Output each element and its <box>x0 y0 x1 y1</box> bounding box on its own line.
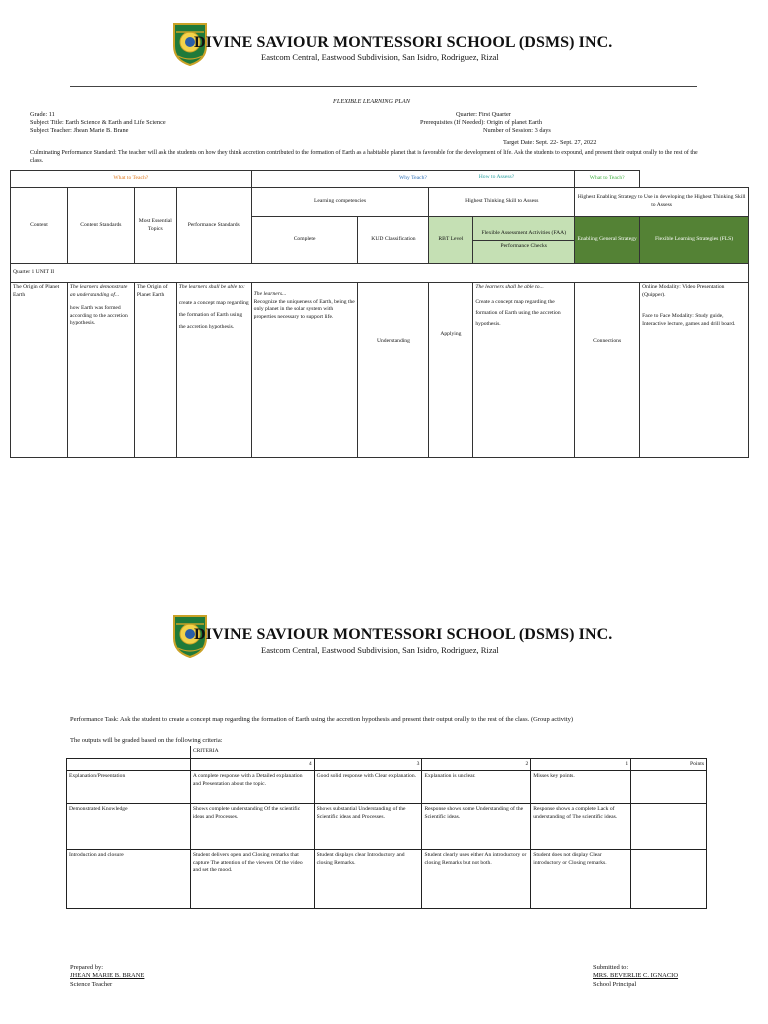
how-to-assess-header: How to Assess? <box>478 174 515 180</box>
school-address-2: Eastcom Central, Eastwood Subdivision, San Isidro, Rodriguez, Rizal <box>261 645 499 655</box>
content-standard-text: how Earth was formed according to the accretion hypothesis. <box>69 305 128 327</box>
complete-header: Complete <box>251 217 358 264</box>
learning-plan-table <box>10 170 749 458</box>
faa-label: Flexible Assessment Activities (FAA) <box>473 228 574 241</box>
row-egs: Connections <box>575 283 640 458</box>
most-essential-topics-header: Most Essential Topics <box>134 188 176 264</box>
performance-standards-header: Performance Standards <box>176 188 251 264</box>
subject-teacher: Subject Teacher: Jhean Marie B. Brane <box>30 127 129 134</box>
faa-lead: The learners shall be able to... <box>475 284 544 290</box>
enabling-general-strategy-header: Enabling General Strategy <box>575 217 640 264</box>
content-standards-header: Content Standards <box>67 188 134 264</box>
submitted-to-label: Submitted to: <box>593 964 629 971</box>
row-performance-standards <box>176 283 251 458</box>
quarter-unit-row: Quarter 1 UNIT II <box>11 264 749 283</box>
highest-thinking-header: Highest Thinking Skill to Assess <box>429 188 575 217</box>
school-name-2: DIVINE SAVIOUR MONTESSORI SCHOOL (DSMS) INC. <box>194 626 613 643</box>
table-row <box>67 804 707 850</box>
grade: Grade: 11 <box>30 111 55 118</box>
what-to-teach-header-2: What to Teach? <box>575 171 640 188</box>
criterion-2: Response shows some Understanding of the Scientific ideas. <box>422 804 531 850</box>
plan-title: FLEXIBLE LEARNING PLAN <box>333 98 410 105</box>
score-1-header: 1 <box>531 758 631 771</box>
rbt-header: RBT Level <box>429 217 473 264</box>
number-of-session: Number of Session: 3 days <box>483 127 551 134</box>
content-standard-lead: The learners demonstrate an understanding of... <box>69 284 128 298</box>
graded-note: The outputs will be graded based on the following criteria: <box>70 737 223 744</box>
row-rbt: Applying <box>429 283 473 458</box>
kud-header: KUD Classification <box>358 217 429 264</box>
competency-text: Recognize the uniqueness of Earth, being the only planet in the solar system with properties necessary to support life. <box>253 298 355 320</box>
criterion-name: Demonstrated Knowledge <box>67 804 191 850</box>
criteria-label: CRITERIA <box>190 746 706 758</box>
content-header: Content <box>11 188 68 264</box>
competency-lead: The learners... <box>253 291 287 297</box>
prepared-by-block <box>70 964 144 989</box>
quarter: Quarter: First Quarter <box>456 111 511 118</box>
fls-face-to-face: Face to Face Modality: Study guide, Interactive lecture, games and drill board. <box>642 313 736 327</box>
performance-standard-lead: The learners shall be able to: <box>178 284 245 290</box>
row-complete <box>251 283 358 458</box>
school-address: Eastcom Central, Eastwood Subdivision, San Isidro, Rodriguez, Rizal <box>261 52 499 62</box>
criterion-3: Student displays clear Introductory and closing Remarks. <box>314 850 422 909</box>
criterion-4: Shows complete understanding Of the scientific ideas and Processes. <box>190 804 314 850</box>
criterion-points <box>631 771 707 804</box>
prerequisites: Prerequisites (If Needed): Origin of planet Earth <box>420 119 543 126</box>
rubric-header-row <box>67 758 707 771</box>
fls-online: Online Modality: Video Presentation (Quipper). <box>642 284 725 298</box>
score-2-header: 2 <box>422 758 531 771</box>
performance-task: Performance Task: Ask the student to create a concept map regarding the formation of Earth using the accretion hypothesis and present their output orally to the rest of the class. (Group activity) <box>70 716 574 723</box>
criterion-points <box>631 850 707 909</box>
fls-header: Flexible Learning Strategies (FLS) <box>640 217 749 264</box>
criterion-name: Explanation/Presentation <box>67 771 191 804</box>
table-row <box>67 850 707 909</box>
culminating-standard: Culminating Performance Standard: The teacher will ask the students on how they think accretion contributed to the formation of Earth as a habitable planet that is favorable for the development of life. Ask the students to expound, and present their output orally to the rest of the class. <box>30 150 698 164</box>
row-kud: Understanding <box>358 283 429 458</box>
target-date: Target Date: Sept. 22- Sept. 27, 2022 <box>503 139 597 146</box>
criterion-4: Student delivers open and Closing remarks that capture The attention of the viewers Of the video and set the mood. <box>190 850 314 909</box>
faa-header <box>473 217 575 264</box>
criterion-1: Response shows a complete Lack of understanding of The scientific ideas. <box>531 804 631 850</box>
row-most-essential: The Origin of Planet Earth <box>134 283 176 458</box>
criterion-points <box>631 804 707 850</box>
row-fls <box>640 283 749 458</box>
principal-name: MRS. BEVERLIE C. IGNACIO <box>593 972 679 980</box>
row-content: The Origin of Planet Earth <box>11 283 68 458</box>
learning-competencies-header: Learning competencies <box>251 188 429 217</box>
performance-standard-text: create a concept map regarding the formation of Earth using the accretion hypothesis. <box>178 299 249 331</box>
score-4-header: 4 <box>190 758 314 771</box>
criterion-3: Shows substantial Understanding of the Scientific ideas and Processes. <box>314 804 422 850</box>
what-to-teach-header: What to Teach? <box>11 171 252 188</box>
criterion-4: A complete response with a Detailed explanation and Presentation about the topic. <box>190 771 314 804</box>
faa-text: Create a concept map regarding the formation of Earth using the accretion hypothesis. <box>475 298 561 327</box>
submitted-to-block <box>593 964 678 989</box>
criterion-3: Good solid response with Clear explanation. <box>314 771 422 804</box>
preparer-role: Science Teacher <box>70 980 113 988</box>
row-content-standards <box>67 283 134 458</box>
score-3-header: 3 <box>314 758 422 771</box>
header-divider <box>70 86 697 87</box>
row-faa <box>473 283 575 458</box>
highest-enabling-header: Highest Enabling Strategy to Use in developing the Highest Thinking Skill to Assess <box>575 188 749 217</box>
criterion-1: Student does not display Clear introductory or Closing remarks. <box>531 850 631 909</box>
criterion-2: Student clearly uses either An introductory or closing Remarks but not both. <box>422 850 531 909</box>
rubric-table <box>66 746 707 909</box>
why-teach-header: Why Teach? How to Assess? <box>251 171 575 188</box>
points-header: Points <box>631 758 707 771</box>
criterion-1: Misses key points. <box>531 771 631 804</box>
table-row <box>67 771 707 804</box>
principal-role: School Principal <box>593 980 637 988</box>
criterion-2: Explanation is unclear. <box>422 771 531 804</box>
prepared-by-label: Prepared by: <box>70 964 104 971</box>
subject-title: Subject Title: Earth Science & Earth and Life Science <box>30 119 166 126</box>
performance-checks-label: Performance Checks <box>500 242 547 249</box>
school-name: DIVINE SAVIOUR MONTESSORI SCHOOL (DSMS) INC. <box>194 34 613 51</box>
preparer-name: JHEAN MARIE B. BRANE <box>70 972 145 980</box>
criterion-name: Introduction and closure <box>67 850 191 909</box>
